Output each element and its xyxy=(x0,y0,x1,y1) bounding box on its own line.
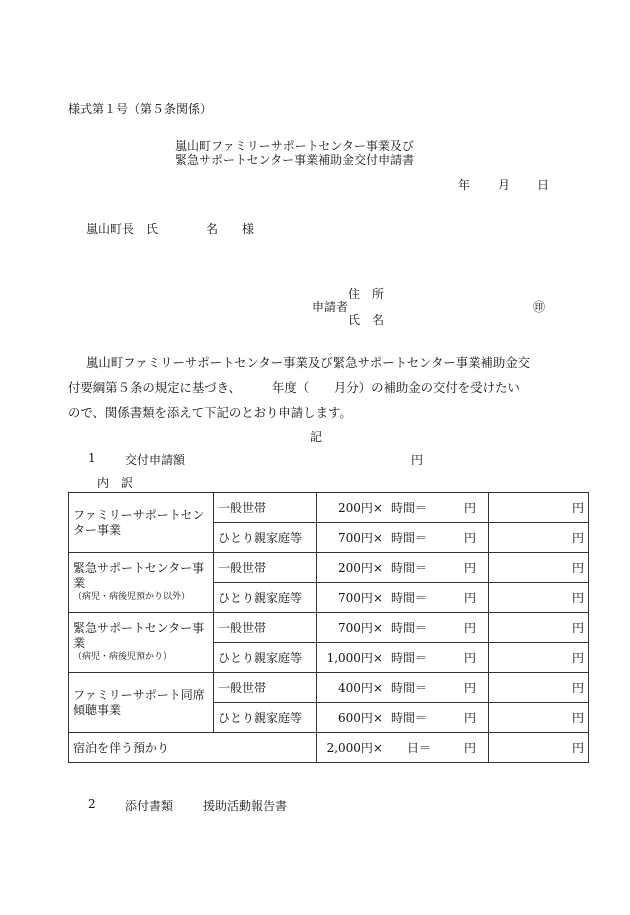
subtotal-yen: 円 xyxy=(463,501,476,515)
unit-rate: 700円× xyxy=(338,591,383,605)
unit-label: 時間＝ xyxy=(391,591,428,605)
subtotal-yen: 円 xyxy=(463,681,476,695)
category-name: ファミリーサポートセンター事業 xyxy=(73,507,205,537)
document-title-line1: 嵐山町ファミリーサポートセンター事業及び xyxy=(175,139,414,153)
seal-mark: ㊞ xyxy=(533,300,546,314)
subtotal-yen: 円 xyxy=(463,561,476,575)
body-text-line1: 嵐山町ファミリーサポートセンター事業及び緊急サポートセンター事業補助金交 xyxy=(86,355,531,370)
breakdown-label: 内 訳 xyxy=(97,476,134,490)
household-type: 一般世帯 xyxy=(214,613,317,643)
calc-cell xyxy=(317,523,489,553)
document-title-line2: 緊急サポートセンター事業補助金交付申請書 xyxy=(175,153,415,167)
subtotal-yen: 円 xyxy=(463,531,476,545)
ki-heading: 記 xyxy=(310,430,323,444)
category-name: 緊急サポートセンター事業 xyxy=(73,561,205,590)
household-type: ひとり親家庭等 xyxy=(214,703,317,733)
unit-rate: 700円× xyxy=(338,621,383,635)
household-type: ひとり親家庭等 xyxy=(214,523,317,553)
household-type: 一般世帯 xyxy=(214,493,317,523)
table-row xyxy=(69,553,589,583)
category-cell xyxy=(69,613,214,673)
unit-label: 日＝ xyxy=(406,741,431,755)
table-row xyxy=(69,493,589,523)
table-row xyxy=(69,613,589,643)
household-type: 一般世帯 xyxy=(214,553,317,583)
addressee: 嵐山町長 氏 名 様 xyxy=(86,222,255,236)
table-row xyxy=(69,673,589,703)
form-number: 様式第１号（第５条関係） xyxy=(68,102,213,116)
calc-cell xyxy=(317,703,489,733)
calc-cell xyxy=(317,583,489,613)
category-note: （病児・病後児預かり以外） xyxy=(73,592,191,602)
name-label: 氏 名 xyxy=(348,313,385,327)
unit-label: 時間＝ xyxy=(391,681,428,695)
applicant-label: 申請者 xyxy=(312,300,349,314)
calc-cell xyxy=(317,493,489,523)
unit-label: 時間＝ xyxy=(391,621,428,635)
unit-rate: 600円× xyxy=(338,711,383,725)
household-type: ひとり親家庭等 xyxy=(214,583,317,613)
subtotal-yen: 円 xyxy=(463,621,476,635)
item2-number: 2 xyxy=(88,797,96,811)
calc-cell xyxy=(317,673,489,703)
unit-label: 時間＝ xyxy=(391,561,428,575)
date-year: 年 xyxy=(458,178,471,192)
total-yen: 円 xyxy=(489,613,589,643)
overnight-label: 宿泊を伴う預かり xyxy=(69,733,317,763)
unit-rate: 200円× xyxy=(338,561,383,575)
household-type: ひとり親家庭等 xyxy=(214,643,317,673)
subtotal-yen: 円 xyxy=(463,651,476,665)
household-type: 一般世帯 xyxy=(214,673,317,703)
unit-rate: 2,000円× xyxy=(326,741,383,755)
unit-label: 時間＝ xyxy=(391,711,428,725)
item1-yen: 円 xyxy=(411,453,424,467)
calc-cell xyxy=(317,733,489,763)
calc-cell xyxy=(317,643,489,673)
item2-document: 援助活動報告書 xyxy=(203,799,288,813)
category-name: 緊急サポートセンター事業 xyxy=(73,621,205,650)
table-row xyxy=(69,733,589,763)
subtotal-yen: 円 xyxy=(463,711,476,725)
subtotal-yen: 円 xyxy=(463,741,476,755)
category-cell xyxy=(69,553,214,613)
unit-rate: 400円× xyxy=(338,681,383,695)
item1-label: 交付申請額 xyxy=(125,453,186,467)
total-yen: 円 xyxy=(489,703,589,733)
date-month: 月 xyxy=(498,178,511,192)
unit-rate: 200円× xyxy=(338,501,383,515)
unit-rate: 1,000円× xyxy=(326,651,383,665)
date-day: 日 xyxy=(537,178,550,192)
category-cell xyxy=(69,493,214,553)
unit-label: 時間＝ xyxy=(391,651,428,665)
total-yen: 円 xyxy=(489,733,589,763)
subtotal-yen: 円 xyxy=(463,591,476,605)
item2-label: 添付書類 xyxy=(125,799,174,813)
total-yen: 円 xyxy=(489,673,589,703)
total-yen: 円 xyxy=(489,583,589,613)
unit-label: 時間＝ xyxy=(391,531,428,545)
total-yen: 円 xyxy=(489,643,589,673)
unit-rate: 700円× xyxy=(338,531,383,545)
category-name: ファミリーサポート同席傾聴事業 xyxy=(73,687,205,717)
body-text-line2: 付要綱第５条の規定に基づき、 年度（ 月分）の補助金の交付を受けたい xyxy=(68,380,520,395)
unit-label: 時間＝ xyxy=(391,501,428,515)
calc-cell xyxy=(317,613,489,643)
address-label: 住 所 xyxy=(348,287,385,301)
category-cell xyxy=(69,673,214,733)
total-yen: 円 xyxy=(489,493,589,523)
calc-cell xyxy=(317,553,489,583)
total-yen: 円 xyxy=(489,553,589,583)
item1-number: 1 xyxy=(88,451,96,465)
category-note: （病児・病後児預かり） xyxy=(73,652,173,662)
total-yen: 円 xyxy=(489,523,589,553)
breakdown-table xyxy=(68,492,589,763)
body-text-line3: ので、関係書類を添えて下記のとおり申請します。 xyxy=(68,405,352,420)
